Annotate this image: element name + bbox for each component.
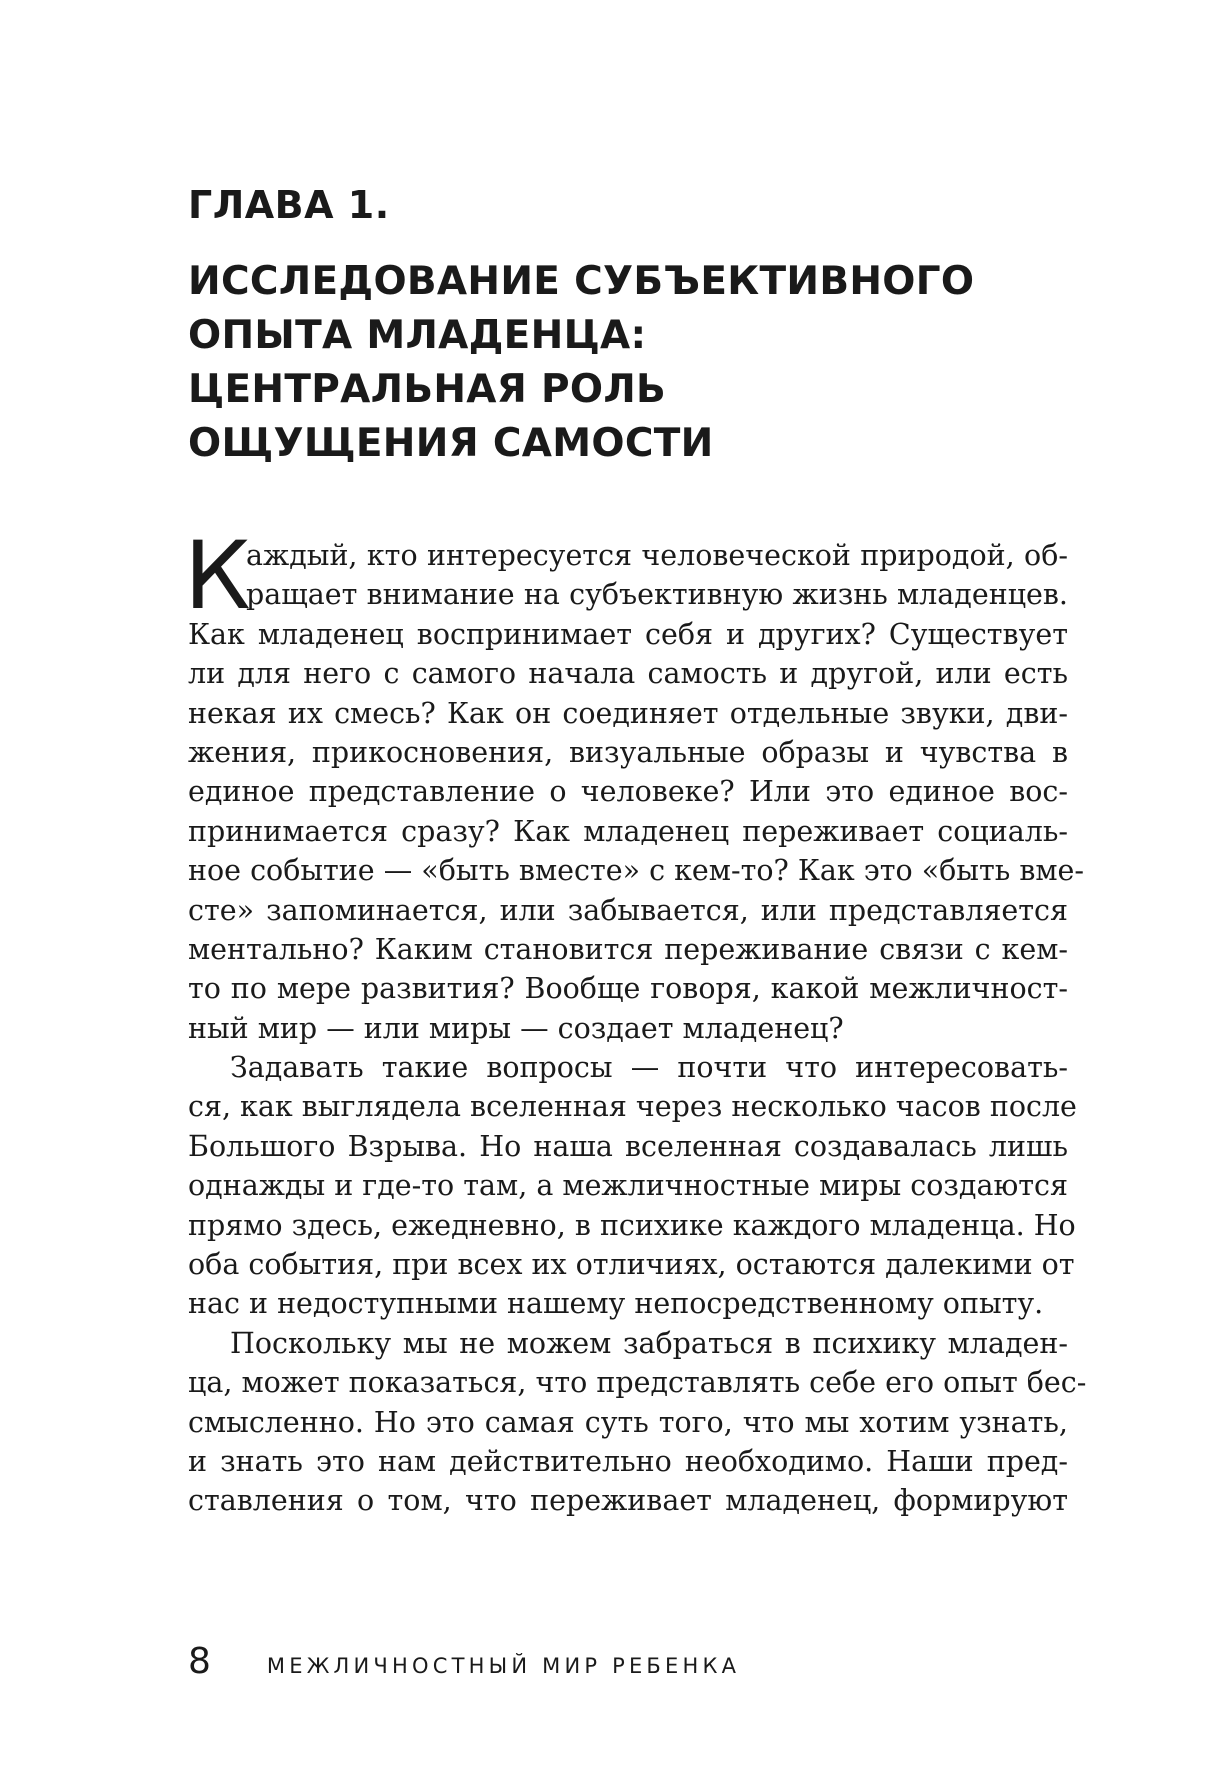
drop-cap: К <box>184 522 251 631</box>
text-line: прямо здесь, ежедневно, в психике каждого младенца. Но <box>188 1208 1076 1242</box>
text-line: Поскольку мы не можем забраться в психику младен- <box>230 1326 1068 1360</box>
running-head: МЕЖЛИЧНОСТНЫЙ МИР РЕБЕНКА <box>266 1654 741 1678</box>
chapter-title-line: ОПЫТА МЛАДЕНЦА: <box>188 313 647 358</box>
chapter-label: ГЛАВА 1. <box>188 183 390 227</box>
text-line: ся, как выглядела вселенная через несколько часов после <box>188 1090 1077 1124</box>
chapter-title-line: ЦЕНТРАЛЬНАЯ РОЛЬ <box>188 367 667 412</box>
text-line: то по мере развития? Вообще говоря, какой межличност- <box>188 972 1068 1006</box>
text-line: Задавать такие вопросы — почти что интересовать- <box>230 1051 1068 1085</box>
text-line: ставления о том, что переживает младенец, формируют <box>188 1484 1068 1518</box>
text-line: нас и недоступными нашему непосредственному опыту. <box>188 1287 1044 1321</box>
text-line: Большого Взрыва. Но наша вселенная создавалась лишь <box>188 1129 1068 1163</box>
text-line: ное событие — «быть вместе» с кем-то? Как это «быть вме- <box>188 854 1085 888</box>
body-text <box>184 522 1087 1521</box>
text-line: сте» запоминается, или забывается, или представляется <box>188 893 1068 927</box>
text-line: принимается сразу? Как младенец переживает социаль- <box>188 814 1068 848</box>
text-line: и знать это нам действительно необходимо. Наши пред- <box>188 1444 1068 1478</box>
text-line: некая их смесь? Как он соединяет отдельные звуки, дви- <box>188 696 1068 730</box>
text-line: смысленно. Но это самая суть того, что мы хотим узнать, <box>188 1405 1068 1439</box>
text-line: ментально? Каким становится переживание связи с кем- <box>188 932 1068 966</box>
text-line: однажды и где-то там, а межличностные миры создаются <box>188 1169 1068 1203</box>
page-number: 8 <box>188 1641 211 1682</box>
text-line: оба события, при всех их отличиях, остаются далекими от <box>188 1248 1075 1282</box>
chapter-title-line: ОЩУЩЕНИЯ САМОСТИ <box>188 421 714 466</box>
text-line: Как младенец воспринимает себя и других? Существует <box>188 617 1068 651</box>
text-line: ли для него с самого начала самость и другой, или есть <box>188 657 1068 691</box>
chapter-title-line: ИССЛЕДОВАНИЕ СУБЪЕКТИВНОГО <box>188 259 975 304</box>
chapter-title <box>188 255 974 471</box>
text-line: ный мир — или миры — создает младенец? <box>188 1011 844 1045</box>
text-line: единое представление о человеке? Или это единое вос- <box>188 775 1068 809</box>
page-footer <box>188 1641 741 1684</box>
text-line: аждый, кто интересуется человеческой природой, об- <box>246 539 1068 572</box>
text-line: ращает внимание на субъективную жизнь младенцев. <box>246 578 1068 612</box>
text-line: жения, прикосновения, визуальные образы и чувства в <box>188 735 1068 769</box>
text-line: ца, может показаться, что представлять себе его опыт бес- <box>188 1366 1087 1400</box>
